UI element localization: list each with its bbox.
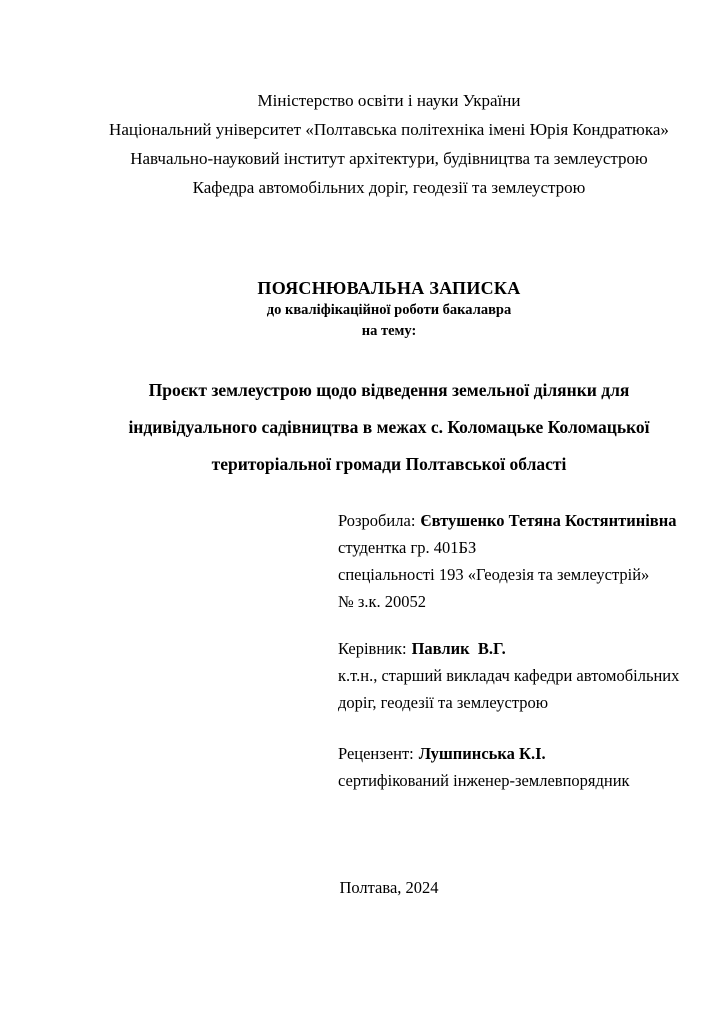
reviewer-label: Рецензент:	[338, 744, 414, 763]
document-type-heading	[98, 276, 680, 342]
developer-group	[338, 507, 680, 615]
department-line: Кафедра автомобільних доріг, геодезії та землеустрою	[192, 178, 586, 197]
credits-block	[338, 507, 680, 794]
developer-name: Євтушенко Тетяна Костянтинівна	[420, 511, 677, 530]
ministry-line: Міністерство освіти і науки України	[257, 91, 521, 110]
supervisor-line	[338, 635, 680, 662]
thesis-title-line: територіальної громади Полтавської області	[211, 454, 567, 474]
thesis-title-line: Проєкт землеустрою щодо відведення земельної ділянки для	[148, 380, 630, 400]
document-type-subtitle: до кваліфікаційної роботи бакалавра	[266, 302, 512, 318]
developer-detail: спеціальності 193 «Геодезія та землеустрій»	[338, 565, 650, 584]
thesis-title-line: індивідуального садівництва в межах с. Коломацьке Коломацької	[128, 417, 650, 437]
supervisor-description: к.т.н., старший викладач кафедри автомобільних доріг, геодезії та землеустрою	[338, 666, 680, 712]
developer-detail: студентка гр. 401БЗ	[338, 538, 477, 557]
supervisor-group	[338, 635, 680, 716]
developer-label: Розробила:	[338, 511, 416, 530]
developer-detail: № з.к. 20052	[338, 592, 427, 611]
institution-header	[98, 86, 680, 202]
topic-label: на тему:	[361, 323, 417, 339]
supervisor-label: Керівник:	[338, 639, 407, 658]
city-year-footer: Полтава, 2024	[339, 878, 439, 897]
reviewer-group	[338, 740, 680, 794]
thesis-title	[98, 372, 680, 483]
reviewer-description: сертифікований інженер-землевпорядник	[338, 771, 630, 790]
reviewer-line	[338, 740, 680, 767]
institute-line: Навчально-науковий інститут архітектури, будівництва та землеустрою	[130, 149, 648, 168]
university-line: Національний університет «Полтавська політехніка імені Юрія Кондратюка»	[109, 120, 669, 139]
developer-line	[338, 507, 680, 534]
reviewer-name: Лушпинська К.І.	[418, 744, 546, 763]
supervisor-name: Павлик В.Г.	[411, 639, 506, 658]
document-type-title: ПОЯСНЮВАЛЬНА ЗАПИСКА	[257, 278, 521, 298]
